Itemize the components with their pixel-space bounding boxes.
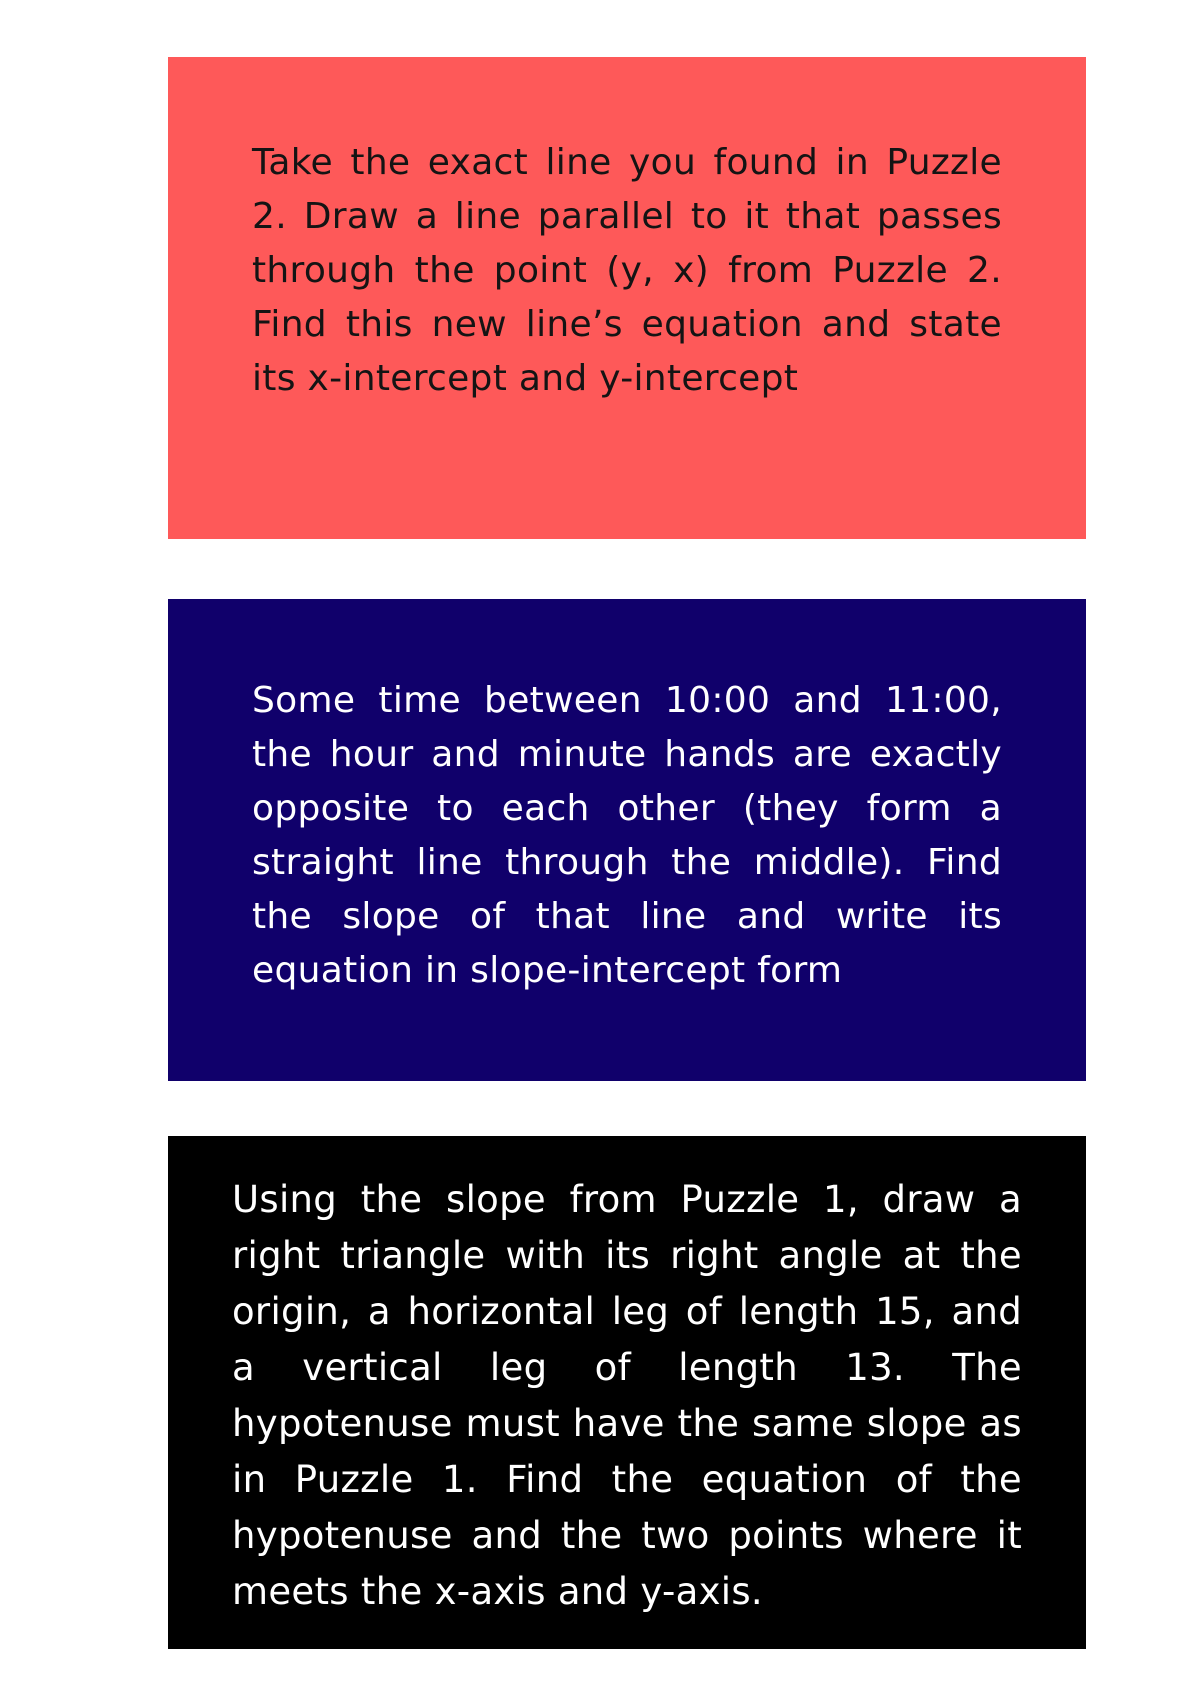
puzzle-card-text: Using the slope from Puzzle 1, draw a right triangle with its right angle at the origin, a horizontal leg of length 15, and a vertical leg of length 13. The hypotenuse must have the same slope as in Puzzle 1. Find the equation of the hypotenuse and the two points where it meets the x-axis and y-axis. bbox=[232, 1178, 1022, 1613]
puzzle-card-red bbox=[168, 57, 1086, 539]
puzzle-card-black bbox=[168, 1136, 1086, 1649]
puzzle-card-navy bbox=[168, 599, 1086, 1081]
puzzle-card-text: Some time between 10:00 and 11:00, the hour and minute hands are exactly opposite to each other (they form a straight line through the middle). Find the slope of that line and write its equation in slope-intercept form bbox=[252, 680, 1002, 991]
puzzle-card-text: Take the exact line you found in Puzzle 2. Draw a line parallel to it that passes through the point (y, x) from Puzzle 2. Find this new line’s equation and state its x-intercept and y-intercept bbox=[252, 142, 1002, 399]
